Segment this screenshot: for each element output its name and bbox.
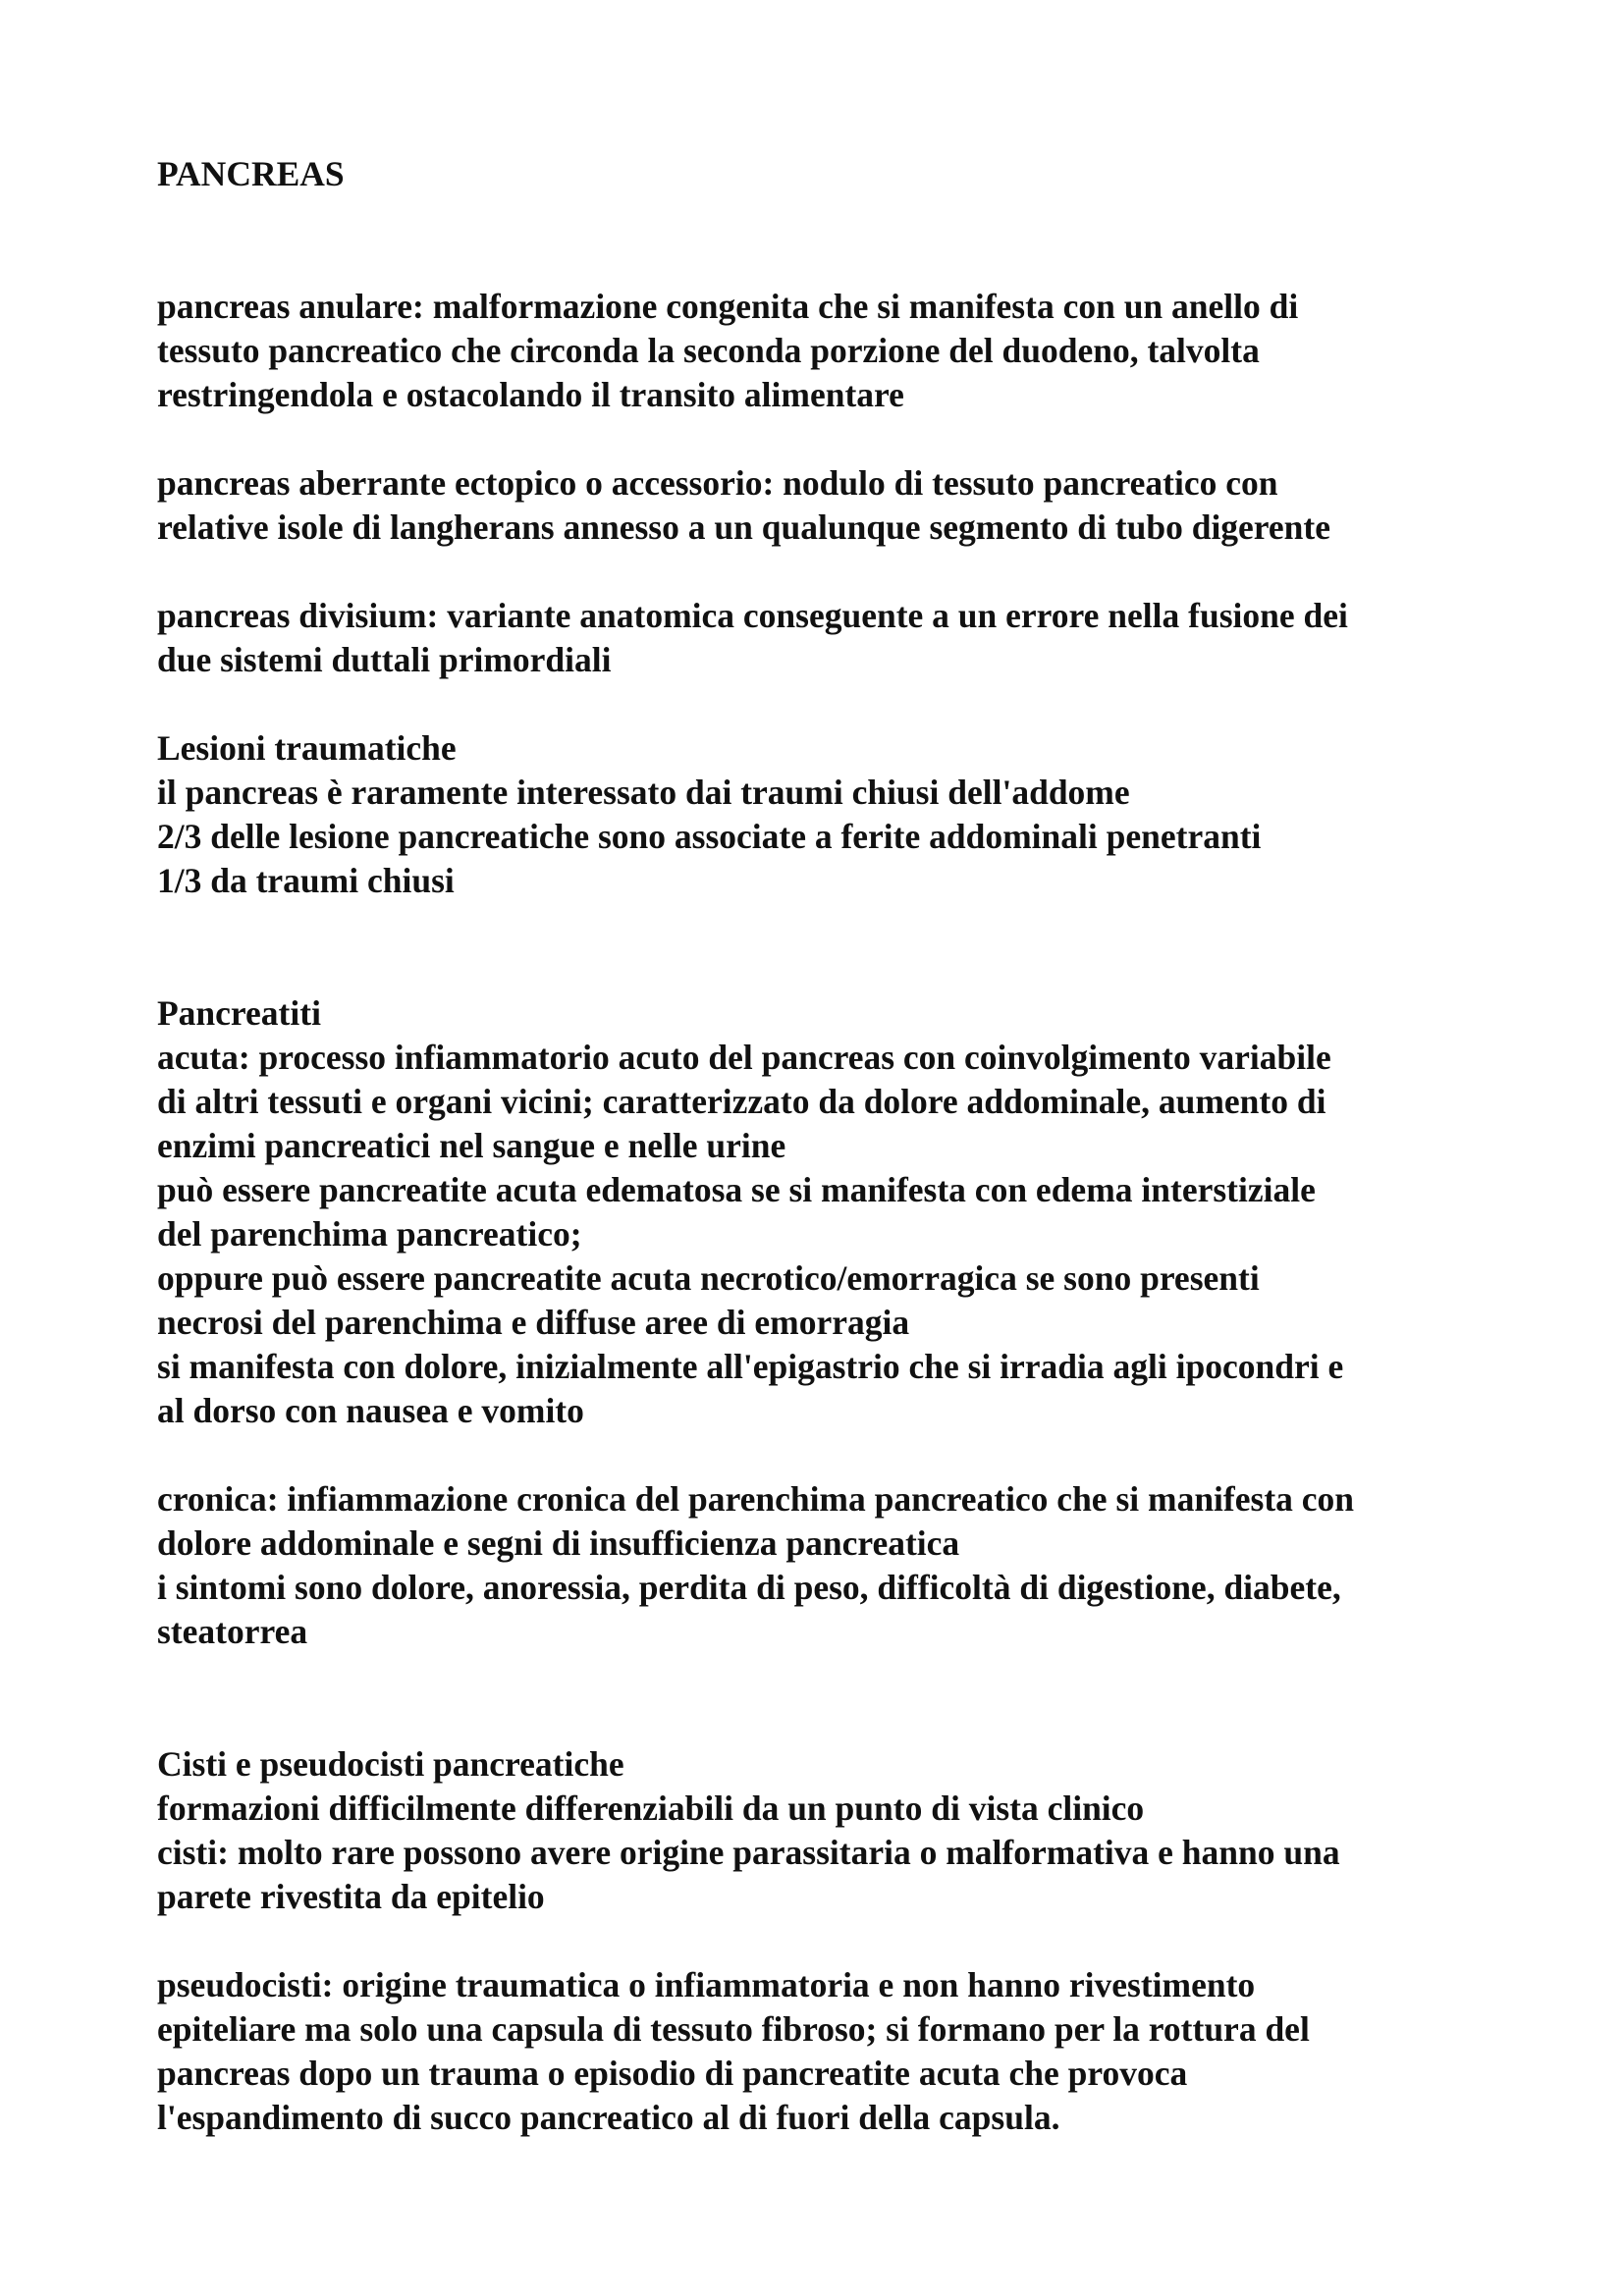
text-line: pancreas divisium: variante anatomica conseguente a un errore nella fusione dei	[157, 596, 1348, 635]
text-line: pancreas aberrante ectopico o accessorio: nodulo di tessuto pancreatico con	[157, 463, 1278, 503]
text-line: due sistemi duttali primordiali	[157, 640, 612, 679]
text-line: dolore addominale e segni di insufficienza pancreatica	[157, 1523, 960, 1563]
text-line: pancreas dopo un trauma o episodio di pancreatite acuta che provoca	[157, 2054, 1188, 2093]
section-heading: Cisti e pseudocisti pancreatiche	[157, 1744, 624, 1784]
text-line: pancreas anulare: malformazione congenita che si manifesta con un anello di	[157, 287, 1299, 326]
page-title: PANCREAS	[157, 154, 345, 193]
text-line: pseudocisti: origine traumatica o infiammatoria e non hanno rivestimento	[157, 1965, 1256, 2004]
text-line: i sintomi sono dolore, anoressia, perdita di peso, difficoltà di digestione, diabete,	[157, 1568, 1341, 1607]
paragraph-pancreas-divisium	[157, 594, 1492, 682]
text-line: il pancreas è raramente interessato dai traumi chiusi dell'addome	[157, 773, 1130, 812]
text-line: epiteliare ma solo una capsula di tessuto fibroso; si formano per la rottura del	[157, 2009, 1310, 2049]
section-heading: Pancreatiti	[157, 993, 321, 1033]
text-line: al dorso con nausea e vomito	[157, 1391, 584, 1430]
document-page	[157, 152, 1492, 2140]
text-line: l'espandimento di succo pancreatico al di fuori della capsula.	[157, 2098, 1060, 2137]
text-line: parete rivestita da epitelio	[157, 1877, 545, 1916]
text-line: enzimi pancreatici nel sangue e nelle urine	[157, 1126, 786, 1165]
section-heading: Lesioni traumatiche	[157, 728, 457, 768]
section-cisti-pseudocisti	[157, 1742, 1492, 2140]
text-line: cronica: infiammazione cronica del parenchima pancreatico che si manifesta con	[157, 1479, 1355, 1519]
text-line: 2/3 delle lesione pancreatiche sono associate a ferite addominali penetranti	[157, 817, 1262, 856]
text-line: del parenchima pancreatico;	[157, 1214, 582, 1254]
text-line: tessuto pancreatico che circonda la seconda porzione del duodeno, talvolta	[157, 331, 1260, 370]
text-line: necrosi del parenchima e diffuse aree di emorragia	[157, 1303, 910, 1342]
paragraph-pancreas-anulare	[157, 285, 1492, 417]
text-line: di altri tessuti e organi vicini; caratterizzato da dolore addominale, aumento di	[157, 1082, 1326, 1121]
text-line: formazioni difficilmente differenziabili da un punto di vista clinico	[157, 1789, 1145, 1828]
text-line: steatorrea	[157, 1612, 308, 1651]
text-line: cisti: molto rare possono avere origine parassitaria o malformativa e hanno una	[157, 1833, 1340, 1872]
text-line: può essere pancreatite acuta edematosa se si manifesta con edema interstiziale	[157, 1170, 1316, 1209]
text-line: acuta: processo infiammatorio acuto del pancreas con coinvolgimento variabile	[157, 1038, 1331, 1077]
text-line: si manifesta con dolore, inizialmente all'epigastrio che si irradia agli ipocondri e	[157, 1347, 1344, 1386]
text-line: relative isole di langherans annesso a un qualunque segmento di tubo digerente	[157, 507, 1331, 547]
text-line: 1/3 da traumi chiusi	[157, 861, 455, 900]
section-lesioni-traumatiche	[157, 726, 1492, 903]
text-line: oppure può essere pancreatite acuta necrotico/emorragica se sono presenti	[157, 1258, 1260, 1298]
section-pancreatiti	[157, 991, 1492, 1654]
paragraph-pancreas-aberrante	[157, 461, 1492, 550]
text-line: restringendola e ostacolando il transito alimentare	[157, 375, 904, 414]
